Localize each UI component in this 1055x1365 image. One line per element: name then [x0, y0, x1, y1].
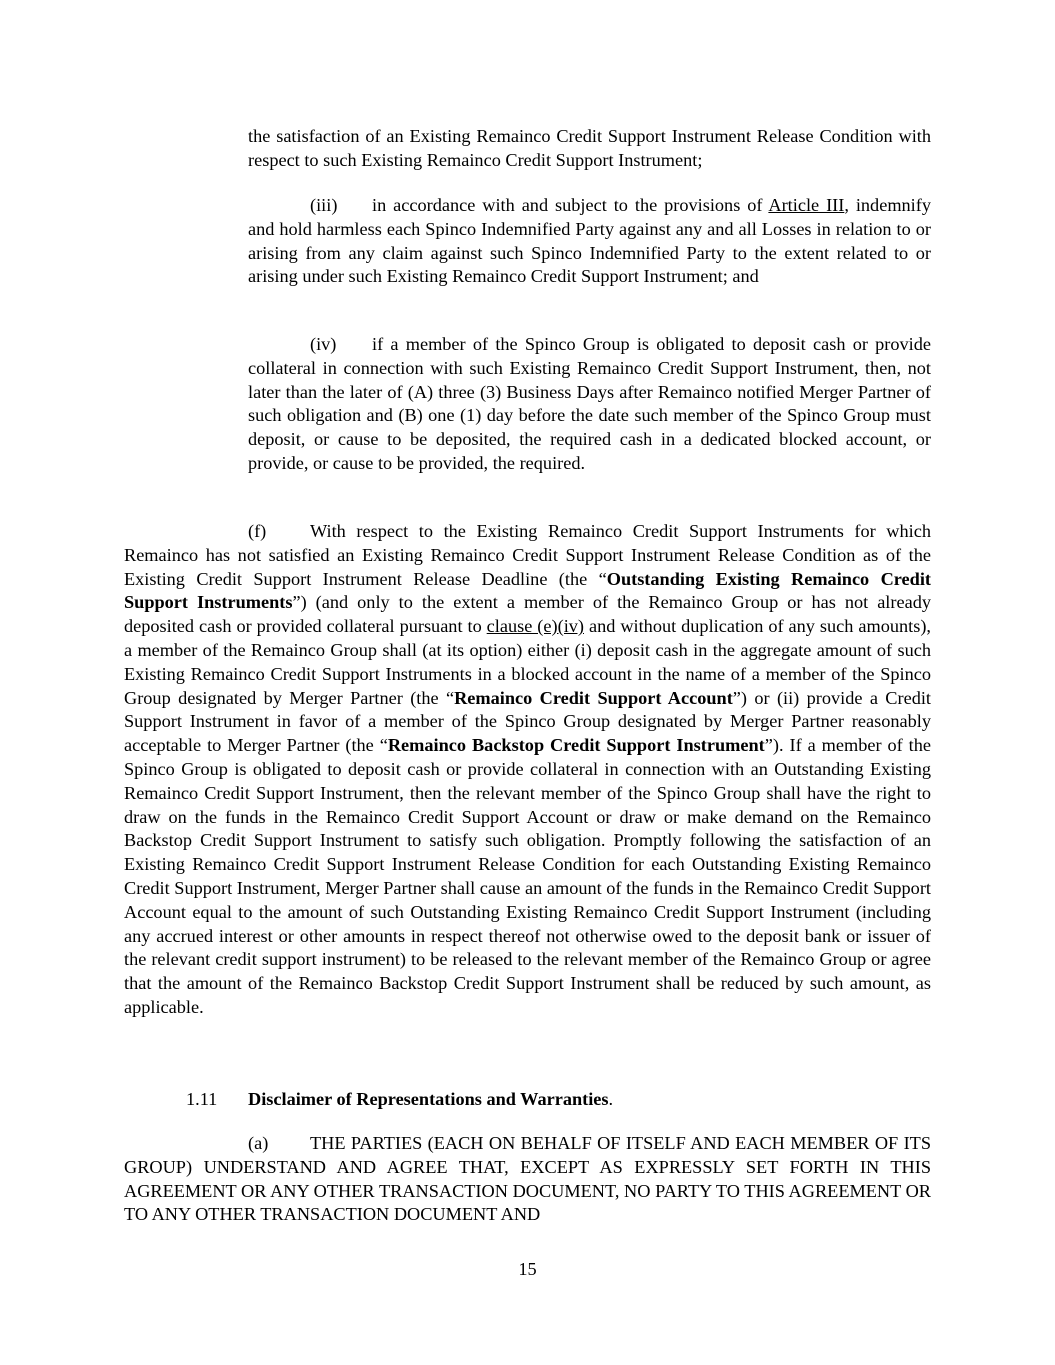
item-iii-text: in accordance with and subject to the provisions of	[372, 195, 769, 215]
section-heading	[186, 1088, 931, 1112]
defined-term-backstop: Remainco Backstop Credit Support Instrument	[387, 735, 765, 756]
paragraph-a-label: (a)	[248, 1133, 269, 1153]
paragraph-f-text-4: ”) or (ii) provide a Credit Support Instrument in favor of a member of the Spinco Group designated by Merger Partner reasonably acceptable to Merger Partner (the “	[124, 687, 931, 756]
item-iii-text-cont: , indemnify and hold harmless each Spinco Indemnified Party against any and all Losses in relation to or arising from any claim against such Spinco Indemnified Party to the extent related to or arising under such Existing Remainco Credit Support Instrument; and	[248, 195, 931, 287]
paragraph-f-text-2: ”) (and only to the extent a member of the Remainco Group or has not already deposited cash or provided collateral pursuant to	[124, 592, 931, 637]
clause-e-iv-link[interactable]: clause (e)(iv)	[486, 616, 584, 637]
item-iv-label: (iv)	[310, 334, 337, 354]
page-number: 15	[518, 1259, 537, 1279]
paragraph-f	[124, 520, 931, 1020]
item-iii-label: (iii)	[310, 195, 338, 215]
continuation-text: the satisfaction of an Existing Remainco Credit Support Instrument Release Condition with respect to such Existing Remainco Credit Support Instrument;	[248, 126, 931, 170]
paragraph-f-label: (f)	[248, 521, 267, 541]
section-title: Disclaimer of Representations and Warranties	[248, 1089, 609, 1109]
paragraph-f-text-5: ”). If a member of the Spinco Group is obligated to deposit cash or provide collateral in connection with an Outstanding Existing Remainco Credit Support Instrument, then the relevant member of the Spinco Group shall have the right to draw on the funds in the Remainco Credit Support Account or draw or make demand on the Remainco Backstop Credit Support Instrument to satisfy such obligation. Promptly following the satisfaction of an Existing Remainco Credit Support Instrument Release Condition for each Outstanding Existing Remainco Credit Support Instrument, Merger Partner shall cause an amount of the funds in the Remainco Credit Support Account equal to the amount of such Outstanding Existing Remainco Credit Support Instrument (including any accrued interest or other amounts in respect thereof not otherwise owed to the deposit bank or issuer of the relevant credit support instrument) to be released to the relevant member of the Remainco Group or agree that the amount of the Remainco Backstop Credit Support Instrument shall be reduced by such amount, as applicable.	[124, 735, 932, 1017]
item-iii-paragraph	[248, 194, 931, 289]
article-iii-link[interactable]: Article III	[768, 195, 845, 215]
item-iv-paragraph	[248, 333, 931, 476]
section-number: 1.11	[186, 1089, 218, 1109]
item-iv-text: if a member of the Spinco Group is obligated to deposit cash or provide collateral in connection with such Existing Remainco Credit Support Instrument, then, not later than the later of (A) three (3) Business Days after Remainco notified Merger Partner of such obligation and (B) one (1) day before the date such member of the Spinco Group must deposit, or cause to be deposited, the required cash in a dedicated blocked account, or provide, or cause to be provided, the required.	[248, 334, 931, 473]
defined-term-account: Remainco Credit Support Account	[454, 687, 733, 708]
paragraph-a	[124, 1132, 931, 1227]
paragraph-a-text: THE PARTIES (EACH ON BEHALF OF ITSELF AND EACH MEMBER OF ITS GROUP) UNDERSTAND AND AGREE THAT, EXCEPT AS EXPRESSLY SET FORTH IN THIS AGREEMENT OR ANY OTHER TRANSACTION DOCUMENT, NO PARTY TO THIS AGREEMENT OR TO ANY OTHER TRANSACTION DOCUMENT AND	[124, 1133, 931, 1225]
paragraph-f-text-3: and without duplication of any such amounts), a member of the Remainco Group shall (at its option) either (i) deposit cash in the aggregate amount of such Existing Remainco Credit Support Instruments in a blocked account in the name of a member of the Spinco Group designated by Merger Partner (the “	[124, 616, 931, 708]
paragraph-f-text-1: With respect to the Existing Remainco Credit Support Instruments for which Remainco has not satisfied an Existing Remainco Credit Support Instrument Release Condition as of the Existing Credit Support Instrument Release Deadline (the “	[124, 521, 931, 589]
continuation-paragraph	[248, 125, 931, 173]
section-title-period: .	[608, 1089, 614, 1109]
defined-term-outstanding: Outstanding Existing Remainco Credit Support Instruments	[124, 568, 932, 613]
